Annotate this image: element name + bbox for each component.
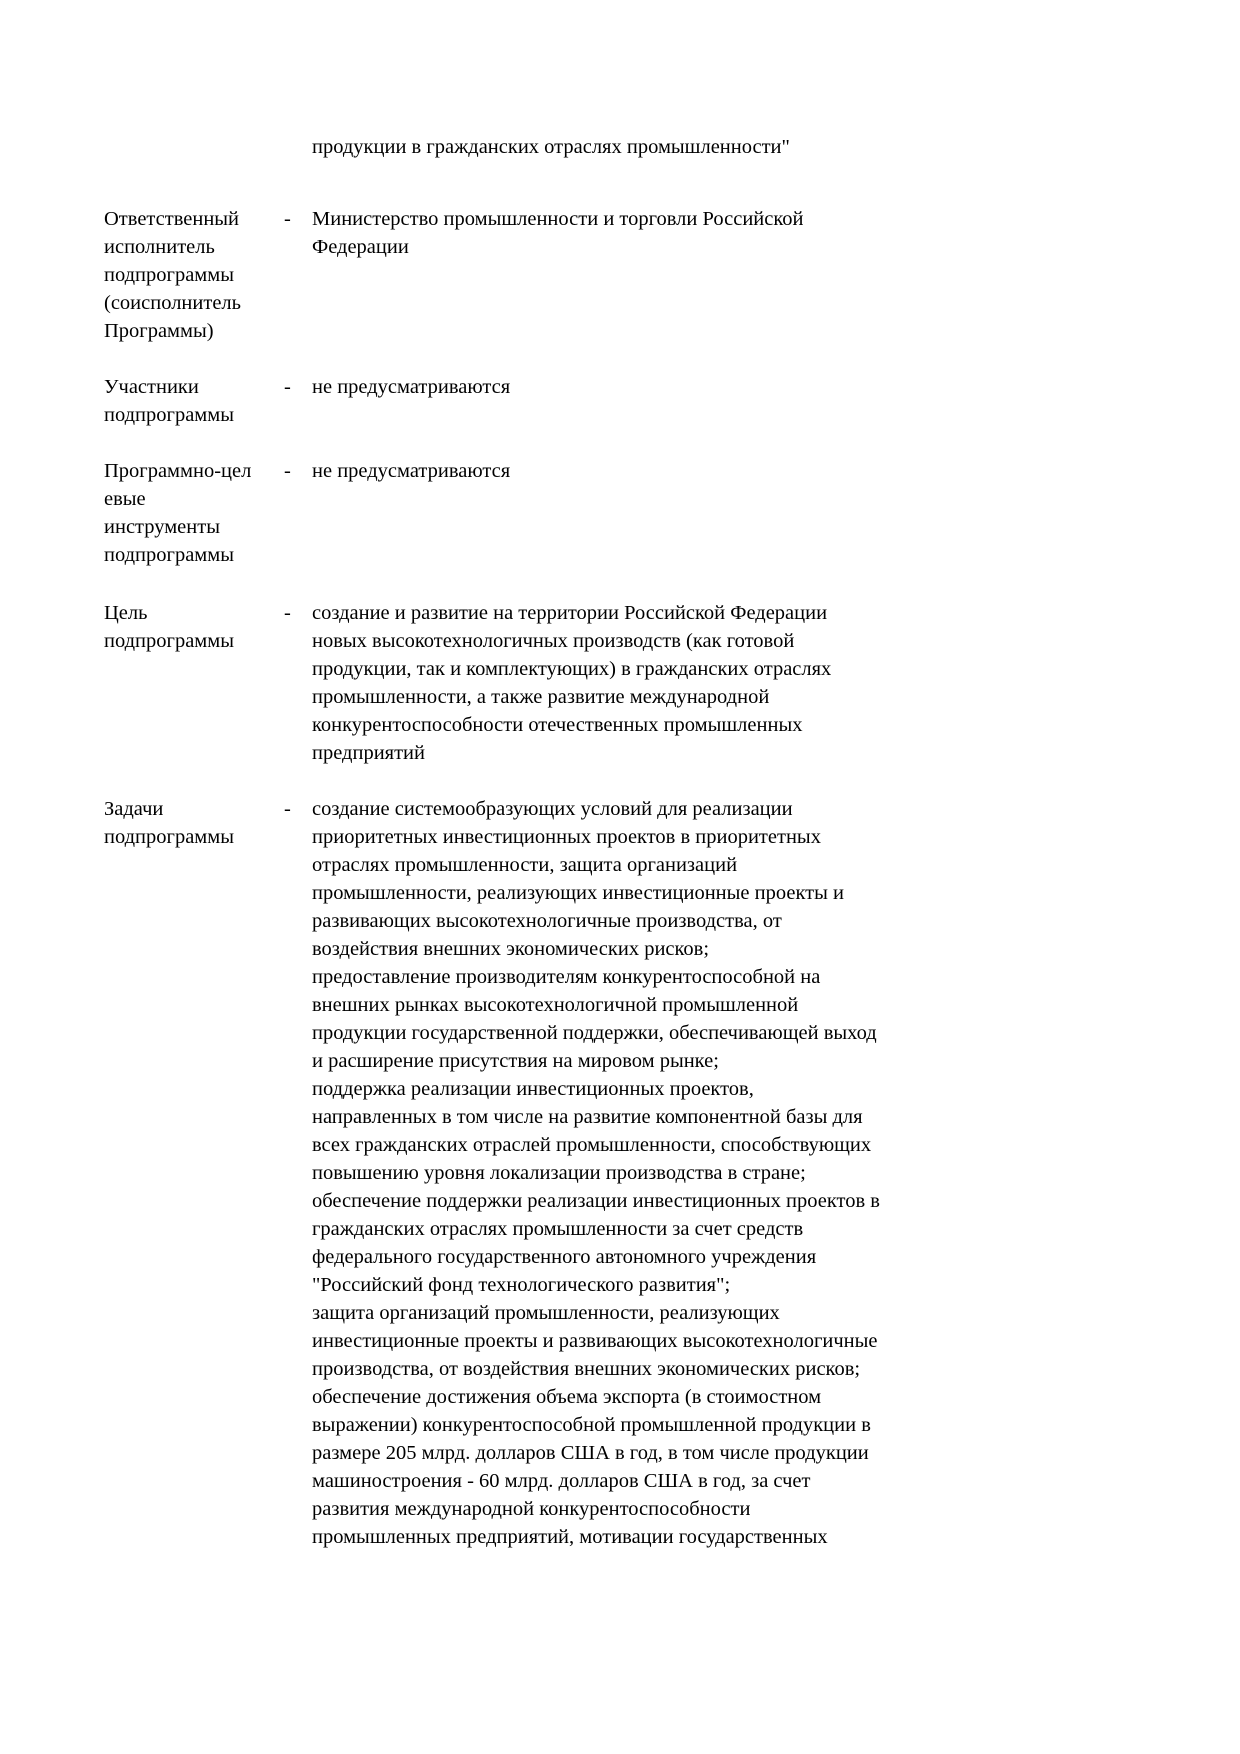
value-line: предприятий [312,742,426,764]
definition-row-participants [104,373,964,429]
value-line: производства, от воздействия внешних экономических рисков; [312,1358,861,1380]
value-line: Министерство промышленности и торговли Российской [312,208,804,230]
row-value-instruments [312,457,964,485]
value-line: выражении) конкурентоспособной промышленной продукции в [312,1414,871,1436]
label-line: подпрограммы [104,404,235,426]
label-line: подпрограммы [104,630,235,652]
label-line: исполнитель [104,236,215,258]
label-line: евые [104,488,146,510]
value-line: развивающих высокотехнологичные производства, от [312,910,782,932]
value-line: конкурентоспособности отечественных промышленных [312,714,803,736]
value-line: федерального государственного автономного учреждения [312,1246,817,1268]
label-line: Программы) [104,320,214,342]
value-line: направленных в том числе на развитие компонентной базы для [312,1106,863,1128]
label-line: Цель [104,602,148,624]
value-line: промышленности, реализующих инвестиционные проекты и [312,882,844,904]
value-line: инвестиционные проекты и развивающих высокотехнологичные [312,1330,878,1352]
value-line: внешних рынках высокотехнологичной промышленной [312,994,799,1016]
value-line: отраслях промышленности, защита организаций [312,854,738,876]
row-value-responsible [312,205,964,261]
label-line: (соисполнитель [104,292,242,314]
document-body [104,134,964,1551]
label-line: Программно-цел [104,460,252,482]
row-label-goal [104,599,284,655]
row-label-responsible [104,205,284,345]
label-line: Задачи [104,798,164,820]
label-line: инструменты [104,516,220,538]
value-line: Федерации [312,236,409,258]
value-line: и расширение присутствия на мировом рынке; [312,1050,719,1072]
value-line: новых высокотехнологичных производств (как готовой [312,630,795,652]
value-line: промышленности, а также развитие международной [312,686,770,708]
value-line: гражданских отраслях промышленности за счет средств [312,1218,804,1240]
value-line: всех гражданских отраслей промышленности, способствующих [312,1134,872,1156]
value-line: размере 205 млрд. долларов США в год, в том числе продукции [312,1442,869,1464]
definition-row-goal [104,599,964,767]
row-dash-separator: - [284,208,291,230]
row-dash-separator: - [284,798,291,820]
value-line: машиностроения - 60 млрд. долларов США в год, за счет [312,1470,811,1492]
row-dash-separator: - [284,376,291,398]
row-label-instruments [104,457,284,569]
value-line: создание системообразующих условий для реализации [312,798,793,820]
definition-row-responsible [104,205,964,345]
definition-row-instruments [104,457,964,569]
row-value-participants [312,373,964,401]
label-line: подпрограммы [104,544,235,566]
value-line: "Российский фонд технологического развития"; [312,1274,731,1296]
row-value-goal [312,599,964,767]
value-line: промышленных предприятий, мотивации государственных [312,1526,828,1548]
value-line: воздействия внешних экономических рисков; [312,938,710,960]
label-line: подпрограммы [104,826,235,848]
continuation-line: продукции в гражданских отраслях промышленности" [312,136,790,158]
value-line: создание и развитие на территории Российской Федерации [312,602,828,624]
value-line: продукции, так и комплектующих) в гражданских отраслях [312,658,832,680]
label-line: Участники [104,376,199,398]
label-line: подпрограммы [104,264,235,286]
value-line: предоставление производителям конкурентоспособной на [312,966,821,988]
definition-row-tasks [104,795,964,1551]
row-dash-separator: - [284,602,291,624]
value-line: приоритетных инвестиционных проектов в приоритетных [312,826,821,848]
row-value-tasks [312,795,964,1551]
row-dash-separator: - [284,460,291,482]
value-line: не предусматриваются [312,376,511,398]
value-line: поддержка реализации инвестиционных проектов, [312,1078,754,1100]
value-line: защита организаций промышленности, реализующих [312,1302,780,1324]
row-label-participants [104,373,284,429]
label-line: Ответственный [104,208,240,230]
value-line: повышению уровня локализации производства в стране; [312,1162,806,1184]
value-line: не предусматриваются [312,460,511,482]
value-line: развития международной конкурентоспособности [312,1498,751,1520]
value-line: обеспечение достижения объема экспорта (в стоимостном [312,1386,822,1408]
row-label-tasks [104,795,284,851]
value-line: продукции государственной поддержки, обеспечивающей выход [312,1022,877,1044]
value-line: обеспечение поддержки реализации инвестиционных проектов в [312,1190,880,1212]
